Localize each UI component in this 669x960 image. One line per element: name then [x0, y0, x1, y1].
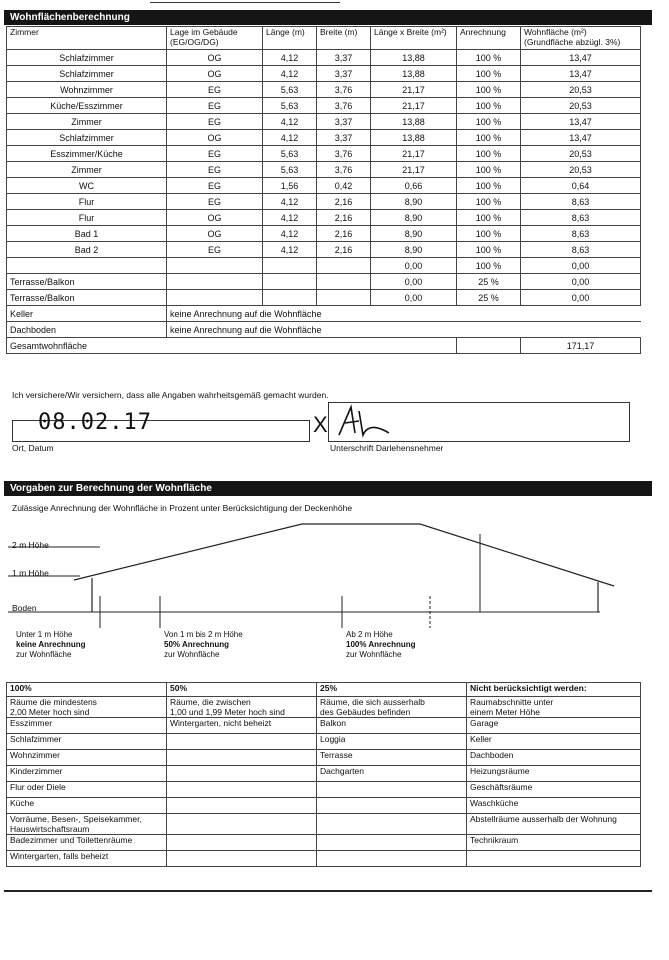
room-cell: 3,37 — [317, 50, 371, 66]
room-cell: Bad 2 — [7, 242, 167, 258]
zone2-line1: Von 1 m bis 2 m Höhe — [164, 630, 243, 639]
room-cell: EG — [167, 242, 263, 258]
room-cell: 20,53 — [521, 162, 641, 178]
signature-icon — [329, 403, 629, 441]
reference-cell: Esszimmer — [7, 718, 167, 734]
reference-table — [6, 682, 641, 867]
reference-row — [7, 734, 641, 750]
room-cell: Terrasse/Balkon — [7, 290, 167, 306]
dachboden-note: keine Anrechnung auf die Wohnfläche — [167, 322, 641, 338]
room-cell — [317, 290, 371, 306]
room-cell: 4,12 — [263, 210, 317, 226]
reference-cell: Garage — [467, 718, 641, 734]
reference-cell — [317, 798, 467, 814]
label-1m: 1 m Höhe — [12, 568, 49, 578]
reference-cell — [317, 851, 467, 867]
reference-header — [7, 683, 641, 697]
room-row — [7, 258, 641, 274]
room-cell: 4,12 — [263, 66, 317, 82]
reference-cell: Küche — [7, 798, 167, 814]
header-breite: Breite (m) — [317, 27, 371, 50]
reference-cell — [317, 835, 467, 851]
room-cell: EG — [167, 162, 263, 178]
room-cell: EG — [167, 82, 263, 98]
reference-cell: Keller — [467, 734, 641, 750]
room-cell — [7, 258, 167, 274]
room-row — [7, 82, 641, 98]
room-cell: 8,63 — [521, 210, 641, 226]
room-cell: OG — [167, 50, 263, 66]
reference-row — [7, 782, 641, 798]
room-cell: 13,88 — [371, 114, 457, 130]
reference-cell: Wohnzimmer — [7, 750, 167, 766]
room-cell — [167, 290, 263, 306]
reference-cell — [167, 814, 317, 835]
room-cell: EG — [167, 98, 263, 114]
room-cell: OG — [167, 210, 263, 226]
room-cell: EG — [167, 146, 263, 162]
reference-cell: Wintergarten, nicht beheizt — [167, 718, 317, 734]
room-cell: 2,16 — [317, 194, 371, 210]
room-cell: Terrasse/Balkon — [7, 274, 167, 290]
room-cell: 1,56 — [263, 178, 317, 194]
room-row — [7, 226, 641, 242]
room-cell: 8,63 — [521, 194, 641, 210]
reference-cell: Abstellräume ausserhalb der Wohnung — [467, 814, 641, 835]
reference-cell: Waschküche — [467, 798, 641, 814]
roof-outline — [74, 524, 614, 586]
header-laenge: Länge (m) — [263, 27, 317, 50]
reference-cell — [317, 814, 467, 835]
room-cell — [263, 290, 317, 306]
room-cell: 100 % — [457, 194, 521, 210]
room-cell: 4,12 — [263, 114, 317, 130]
keller-row — [7, 306, 641, 322]
room-cell: 3,76 — [317, 98, 371, 114]
room-cell: 5,63 — [263, 146, 317, 162]
zone1-line2: keine Anrechnung — [16, 640, 86, 649]
reference-cell: Terrasse — [317, 750, 467, 766]
reference-row — [7, 851, 641, 867]
room-cell: 8,90 — [371, 194, 457, 210]
room-row — [7, 290, 641, 306]
reference-row — [7, 798, 641, 814]
room-row — [7, 66, 641, 82]
room-cell: Schlafzimmer — [7, 50, 167, 66]
room-cell: 0,00 — [521, 290, 641, 306]
room-cell: 0,00 — [371, 258, 457, 274]
room-cell: Zimmer — [7, 114, 167, 130]
room-cell: 8,90 — [371, 242, 457, 258]
total-row — [7, 338, 641, 354]
reference-cell: Dachboden — [467, 750, 641, 766]
bottom-rule — [4, 890, 652, 892]
room-row — [7, 114, 641, 130]
room-cell: 4,12 — [263, 130, 317, 146]
reference-cell: Heizungsräume — [467, 766, 641, 782]
room-cell: Schlafzimmer — [7, 130, 167, 146]
room-cell: 100 % — [457, 226, 521, 242]
room-cell: Bad 1 — [7, 226, 167, 242]
reference-row — [7, 835, 641, 851]
header-wohnflaeche: Wohnfläche (m²) (Grundfläche abzügl. 3%) — [521, 27, 641, 50]
reference-cell: Flur oder Diele — [7, 782, 167, 798]
room-cell: 3,37 — [317, 66, 371, 82]
zone-over-2m — [346, 630, 416, 660]
room-cell: 3,76 — [317, 82, 371, 98]
room-cell: 100 % — [457, 258, 521, 274]
room-cell — [167, 258, 263, 274]
header-zimmer: Zimmer — [7, 27, 167, 50]
reference-cell: Kinderzimmer — [7, 766, 167, 782]
room-cell: 21,17 — [371, 82, 457, 98]
room-cell: 0,64 — [521, 178, 641, 194]
reference-cell: Räume, die sich ausserhalb des Gebäudes befinden — [317, 697, 467, 718]
room-table — [6, 26, 641, 354]
room-cell: 13,47 — [521, 66, 641, 82]
room-cell: OG — [167, 226, 263, 242]
room-row — [7, 162, 641, 178]
room-cell: EG — [167, 114, 263, 130]
room-cell: 100 % — [457, 162, 521, 178]
room-cell: 8,90 — [371, 210, 457, 226]
room-cell: 21,17 — [371, 162, 457, 178]
room-cell: 100 % — [457, 82, 521, 98]
room-cell: Küche/Esszimmer — [7, 98, 167, 114]
room-cell: 3,37 — [317, 114, 371, 130]
reference-cell: Badezimmer und Toilettenräume — [7, 835, 167, 851]
room-cell: 4,12 — [263, 50, 317, 66]
header-anrechnung: Anrechnung — [457, 27, 521, 50]
header-flaeche: Länge x Breite (m²) — [371, 27, 457, 50]
reference-cell — [167, 750, 317, 766]
room-cell: 5,63 — [263, 162, 317, 178]
room-cell: 100 % — [457, 130, 521, 146]
zone2-line3: zur Wohnfläche — [164, 650, 220, 659]
top-line — [150, 2, 340, 3]
reference-row — [7, 750, 641, 766]
room-cell: EG — [167, 178, 263, 194]
room-cell: 21,17 — [371, 98, 457, 114]
room-cell: 0,00 — [371, 274, 457, 290]
room-cell: 20,53 — [521, 146, 641, 162]
room-cell: 13,47 — [521, 130, 641, 146]
room-cell: 0,66 — [371, 178, 457, 194]
room-cell: 8,63 — [521, 226, 641, 242]
room-cell: 20,53 — [521, 82, 641, 98]
total-empty — [457, 338, 521, 354]
room-cell: 100 % — [457, 98, 521, 114]
zone-1m-2m — [164, 630, 243, 660]
reference-cell: Räume die mindestens 2,00 Meter hoch sind — [7, 697, 167, 718]
room-row — [7, 130, 641, 146]
room-row — [7, 210, 641, 226]
room-cell: 13,88 — [371, 66, 457, 82]
section-title-wohnflaeche: Wohnflächenberechnung — [4, 10, 652, 25]
room-cell: 4,12 — [263, 242, 317, 258]
room-cell — [317, 274, 371, 290]
reference-cell: Geschäftsräume — [467, 782, 641, 798]
room-cell: OG — [167, 130, 263, 146]
room-table-header — [7, 27, 641, 50]
label-2m: 2 m Höhe — [12, 540, 49, 550]
reference-cell — [317, 782, 467, 798]
room-row — [7, 178, 641, 194]
room-row — [7, 146, 641, 162]
label-floor: Boden — [12, 603, 37, 613]
reference-cell — [467, 851, 641, 867]
room-cell: 8,63 — [521, 242, 641, 258]
zone1-line1: Unter 1 m Höhe — [16, 630, 73, 639]
room-cell: 3,76 — [317, 162, 371, 178]
reference-header-cell: 100% — [7, 683, 167, 697]
reference-row — [7, 697, 641, 718]
room-cell: 2,16 — [317, 242, 371, 258]
reference-cell: Technikraum — [467, 835, 641, 851]
room-cell: Esszimmer/Küche — [7, 146, 167, 162]
signature-x-mark: X — [313, 412, 328, 437]
room-cell: WC — [7, 178, 167, 194]
total-value: 171,17 — [521, 338, 641, 354]
reference-header-cell: 50% — [167, 683, 317, 697]
signature-label: Unterschrift Darlehensnehmer — [330, 443, 444, 453]
room-row — [7, 274, 641, 290]
room-cell: Schlafzimmer — [7, 66, 167, 82]
room-cell: 100 % — [457, 146, 521, 162]
reference-cell — [167, 782, 317, 798]
room-cell: 13,47 — [521, 50, 641, 66]
signature-field[interactable] — [328, 402, 630, 442]
zone3-line2: 100% Anrechnung — [346, 640, 416, 649]
room-cell: 0,00 — [371, 290, 457, 306]
room-cell: 3,76 — [317, 146, 371, 162]
zone-under-1m — [16, 630, 86, 660]
room-cell: 0,42 — [317, 178, 371, 194]
room-cell — [317, 258, 371, 274]
reference-row — [7, 766, 641, 782]
reference-cell: Vorräume, Besen-, Speisekammer, Hauswirtschaftsraum — [7, 814, 167, 835]
keller-note: keine Anrechnung auf die Wohnfläche — [167, 306, 641, 322]
room-cell: 8,90 — [371, 226, 457, 242]
reference-cell — [167, 734, 317, 750]
room-cell: 13,47 — [521, 114, 641, 130]
room-row — [7, 50, 641, 66]
room-cell: 4,12 — [263, 226, 317, 242]
room-cell: 100 % — [457, 66, 521, 82]
section-title-vorgaben: Vorgaben zur Berechnung der Wohnfläche — [4, 481, 652, 496]
room-cell: 5,63 — [263, 98, 317, 114]
reference-cell: Raumabschnitte unter einem Meter Höhe — [467, 697, 641, 718]
room-cell: 3,37 — [317, 130, 371, 146]
zone3-line3: zur Wohnfläche — [346, 650, 402, 659]
header-lage: Lage im Gebäude (EG/OG/DG) — [167, 27, 263, 50]
reference-cell — [167, 835, 317, 851]
room-row — [7, 194, 641, 210]
handwritten-date: 08.02.17 — [38, 410, 152, 435]
room-cell: 100 % — [457, 210, 521, 226]
reference-cell: Balkon — [317, 718, 467, 734]
room-cell: OG — [167, 66, 263, 82]
room-cell: 25 % — [457, 290, 521, 306]
room-cell: 13,88 — [371, 130, 457, 146]
reference-cell: Wintergarten, falls beheizt — [7, 851, 167, 867]
reference-row — [7, 814, 641, 835]
room-cell: 0,00 — [521, 274, 641, 290]
reference-header-cell: 25% — [317, 683, 467, 697]
dachboden-row — [7, 322, 641, 338]
reference-cell — [167, 851, 317, 867]
roof-height-diagram — [0, 520, 669, 630]
room-cell: 2,16 — [317, 226, 371, 242]
zone3-line1: Ab 2 m Höhe — [346, 630, 393, 639]
place-date-label: Ort, Datum — [12, 443, 54, 453]
room-cell: 20,53 — [521, 98, 641, 114]
reference-header-cell: Nicht berücksichtigt werden: — [467, 683, 641, 697]
keller-label: Keller — [7, 306, 167, 322]
room-cell: EG — [167, 194, 263, 210]
reference-cell — [167, 798, 317, 814]
reference-cell — [167, 766, 317, 782]
room-row — [7, 98, 641, 114]
total-label: Gesamtwohnfläche — [7, 338, 457, 354]
declaration-text: Ich versichere/Wir versichern, dass alle Angaben wahrheitsgemäß gemacht wurden. — [12, 390, 329, 400]
room-cell: 21,17 — [371, 146, 457, 162]
room-cell — [263, 274, 317, 290]
room-cell: 100 % — [457, 114, 521, 130]
room-row — [7, 242, 641, 258]
reference-cell: Dachgarten — [317, 766, 467, 782]
room-cell: 100 % — [457, 242, 521, 258]
room-cell: Zimmer — [7, 162, 167, 178]
reference-cell: Schlafzimmer — [7, 734, 167, 750]
room-cell: 13,88 — [371, 50, 457, 66]
room-cell — [263, 258, 317, 274]
reference-cell: Räume, die zwischen 1,00 und 1,99 Meter hoch sind — [167, 697, 317, 718]
room-cell: 100 % — [457, 50, 521, 66]
room-cell — [167, 274, 263, 290]
room-cell: 2,16 — [317, 210, 371, 226]
room-cell: Wohnzimmer — [7, 82, 167, 98]
zone2-line2: 50% Anrechnung — [164, 640, 230, 649]
room-cell: Flur — [7, 210, 167, 226]
reference-row — [7, 718, 641, 734]
room-cell: 5,63 — [263, 82, 317, 98]
reference-cell: Loggia — [317, 734, 467, 750]
room-cell: 100 % — [457, 178, 521, 194]
room-cell: 25 % — [457, 274, 521, 290]
room-cell: 0,00 — [521, 258, 641, 274]
zone1-line3: zur Wohnfläche — [16, 650, 72, 659]
room-cell: Flur — [7, 194, 167, 210]
room-cell: 4,12 — [263, 194, 317, 210]
vorgaben-subtitle: Zulässige Anrechnung der Wohnfläche in Prozent unter Berücksichtigung der Deckenhöhe — [12, 503, 353, 513]
dachboden-label: Dachboden — [7, 322, 167, 338]
